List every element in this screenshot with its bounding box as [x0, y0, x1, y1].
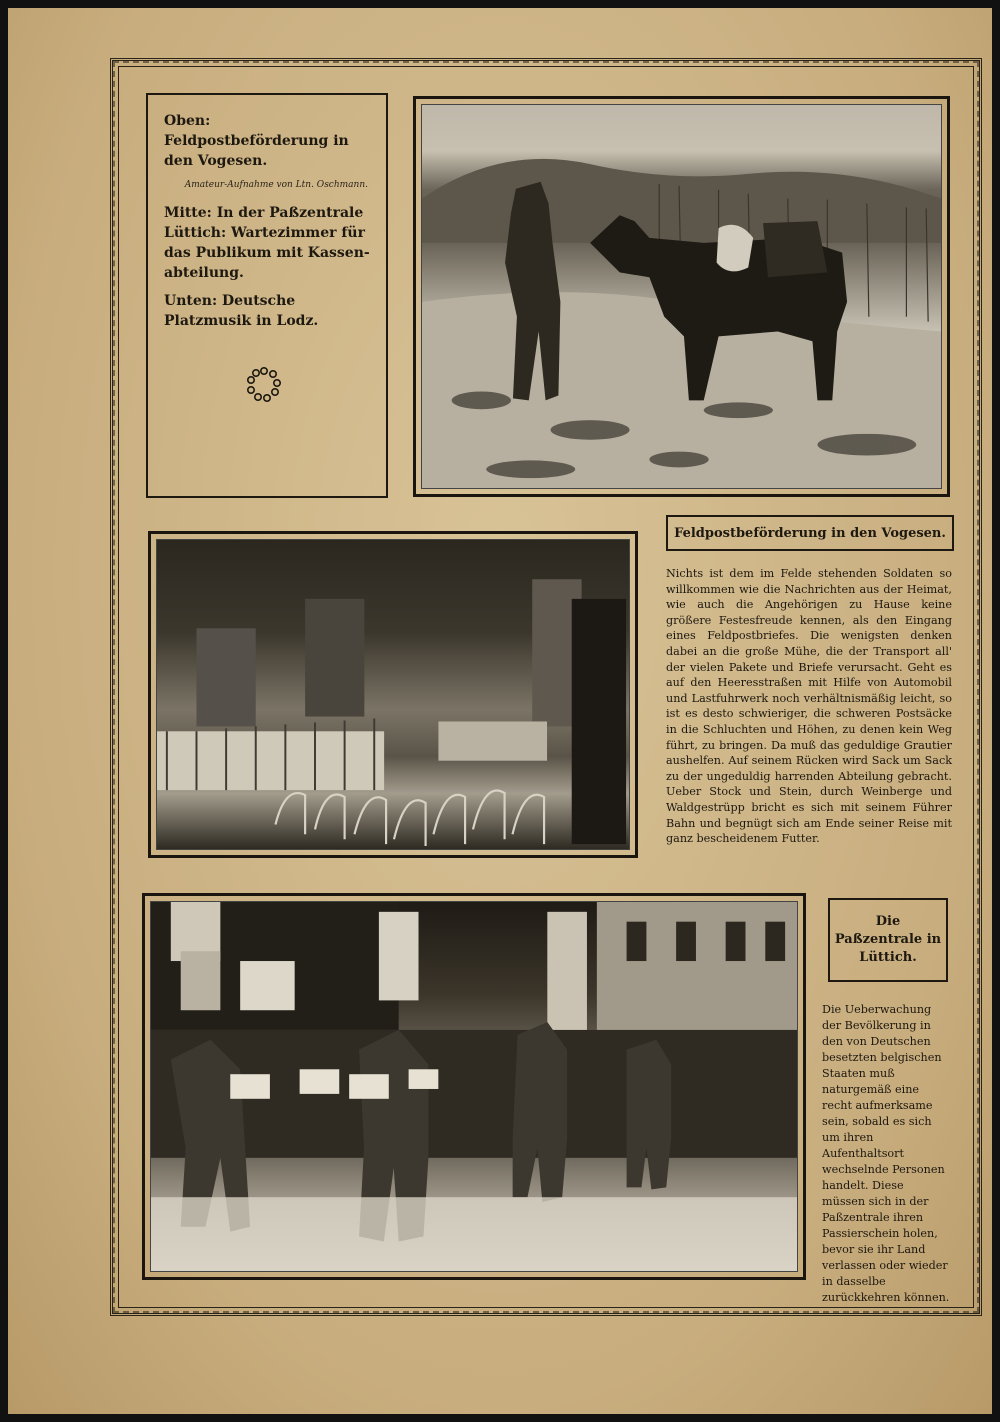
photo-soldier-donkey: [421, 104, 942, 489]
ornament-icon: [244, 365, 284, 405]
sidebar-title: Die Paßzentrale in Lüttich.: [834, 914, 942, 965]
photo-waiting-room: [156, 539, 630, 850]
photo-credit: Amateur-Aufnahme von Ltn. Oschmann.: [184, 180, 368, 190]
article-title-box: [666, 515, 954, 551]
caption-box: [146, 93, 388, 498]
article-body: Nichts ist dem im Felde stehenden Soldaten so willkommen wie die Nachrichten aus der Heimat, wie auch die Angehörigen zu Hause keine größere Festesfreude kennen, als den Eingang eines Feldpostbriefes. Die wenigsten denken dabei an die große Mühe, die der Transport all' der vielen Pakete und Briefe verursacht. Geht es auf den Heeresstraßen mit Hilfe von Automobil und Lastfuhrwerk noch verhältnismäßig leicht, so ist es desto schwieriger, die schweren Postsäcke in die Schluchten und Höhen, zu denen kein Weg führt, zu bringen. Da muß das geduldige Grautier aushelfen. Auf seinem Rücken wird Sack um Sack zu der ungeduldig harrenden Abteilung gebracht. Ueber Stock und Stein, durch Weinberge und Waldgestrüpp bricht es sich mit seinem Führer Bahn und begnügt sich am Ende seiner Reise mit ganz bescheidenem Futter.: [666, 567, 952, 846]
caption-bottom: Unten: Deutsche Platzmusik in Lodz.: [164, 293, 319, 329]
photo-top: [413, 96, 950, 497]
caption-middle: Mitte: In der Paßzentrale Lüttich: Wartezimmer für das Publikum mit Kassen-abteilung.: [164, 205, 370, 281]
photo-military-band: [150, 901, 798, 1272]
photo-middle: [148, 531, 638, 858]
caption-top: Oben: Feldpostbeförderung in den Vogesen.: [164, 113, 349, 169]
sidebar-body: Die Ueberwachung der Bevölkerung in den von Deutschen besetzten belgischen Staaten muß naturgemäß eine recht aufmerksame sein, sobald es sich um ihren Aufenthaltsort wechselnde Personen handelt. Diese müssen sich in der Paßzentrale ihren Passierschein holen, bevor sie ihr Land verlassen oder wieder in dasselbe zurückkehren können.: [822, 1003, 950, 1304]
sidebar-title-box: [828, 898, 948, 982]
photo-bottom: [142, 893, 806, 1280]
article-title: Feldpostbeförderung in den Vogesen.: [674, 525, 946, 541]
